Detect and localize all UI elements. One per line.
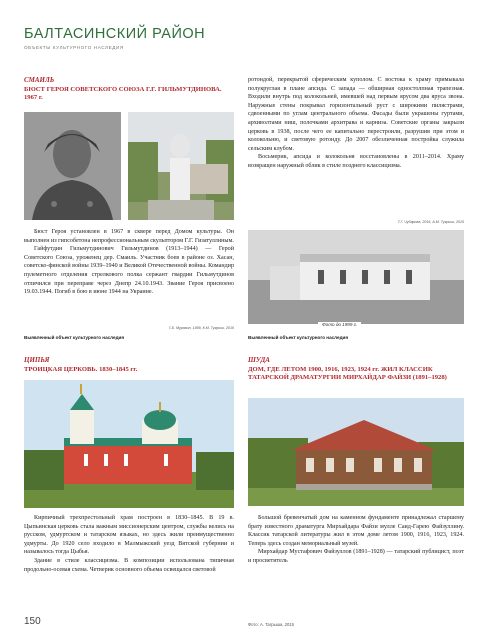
heading-bust: БЮСТ ГЕРОЯ СОВЕТСКОГО СОЮЗА Г.Г. ГИЛЬМУТДИНОВА. 1967 г. [24,86,222,101]
church-continued-text [248,76,464,171]
district-subtitle: ОБЪЕКТЫ КУЛЬТУРНОГО НАСЛЕДИЯ [24,45,124,50]
page-number: 150 [24,616,41,627]
place-tsypya: ЦИПЬЯ [24,356,50,364]
old-church-photo [248,230,464,324]
photo-credit: Т.Г. Чубарова, 2016, А.М. Тугрыш, 2015 [397,220,464,224]
place-smail: СМАИЛЬ [24,76,55,84]
paragraph: Восьмерик, апсида и колокольня восстановлены в 2011–2014. Храму возвращен наружный облик в стиле позднего классицизма. [248,154,464,169]
status-label: Выявленный объект культурного наследия [248,335,349,340]
paragraph: Здание в стиле классицизма. В композиции использована типичная продольно-осевая схема. Четверик основного объема освещался световой [24,557,234,573]
house-text [248,514,464,566]
faizi-house-photo [248,398,464,506]
photo-caption: Фото до 1999 г. [318,322,361,327]
paragraph: Кирпичный трехпрестольный храм построен в 1830–1845. В 19 в. Цыпьинская церковь стала важным миссионерским центром, службы велись на русском, удмуртском и татарском языках, но здесь жили преимущественно удмурты. До 1920 село входило в Малмыжский уезд Вятской губернии и называлось тогда Цыбья. [24,515,234,556]
paragraph: Гайфутдин Гильмутдинович Гильмутдинов (1913–1944) — Герой Советского Союза, уроженец дер. Смаиль. Участник боев в районе оз. Хасан, советско-финской войны 1939–1940 и Великой Отечественной войны. Командир пулеметного отделения стрелкового полка сержант гвардии Гильмутдинов отличился при переправе через Днепр 24.10.1943. Звание Героя присвоено 19.03.1944. Погиб в бою в июне 1944 на Украине. [24,246,234,296]
bust-text [24,228,234,297]
footer-photo-credit: Фото: А. Тагрыша, 2015 [248,622,294,627]
heading-house: ДОМ, ГДЕ ЛЕТОМ 1900, 1916, 1923, 1924 гг. ЖИЛ КЛАССИК ТАТАРСКОЙ ДРАМАТУРГИИ МИРХАЙДАР ФАЙЗИ (1891–1928) [248,366,447,381]
paragraph: Мирхайдар Мустафович Файзуллов (1891–1928) — татарский публицист, поэт и просветитель [248,549,464,564]
monument-photo [128,112,234,220]
heading-church: ТРОИЦКАЯ ЦЕРКОВЬ. 1830–1845 гг. [24,366,138,373]
district-title: БАЛТАСИНСКИЙ РАЙОН [24,26,206,42]
church-text [24,514,234,574]
paragraph: ротондой, перекрытой сферическим куполом. С востока к храму примыкала полукруглая в плане апсида. С запада — обширная одностолпная трапезная. Входили внутрь под колокольней, имевшей над первым ярусом два яруса звона. Наружные стены покрывал горизонтальный руст с широкими пилястрами, сдвоенными по углам центрального объема. Фасады были украшены гуртами, архиволтами ниш, полочками архитрава и карниза. Советские органы закрыли церковь в 1938, после чего ее капитально перестроили, разрушив при этом и колокольню, и световую ротонду. До 2007 обезличенная постройка служила сельским клубом. [248,77,464,152]
photo-credit: Г.Б. Муравин, 1999, К.М. Тугрыш, 2016 [169,326,234,330]
status-label: Выявленный объект культурного наследия [24,335,125,340]
portrait-photo [24,112,121,220]
trinity-church-photo [24,380,234,508]
paragraph: Бюст Героя установлен в 1967 в сквере перед Домом культуры. Он выполнен из гипсобетона непрофессиональным скульптором Г.Г. Гизатуллиным. [24,229,234,244]
place-shuda: ШУДА [248,356,270,364]
paragraph: Большой бревенчатый дом на каменном фундаменте принадлежал старшему брату известного драматурга Мирхайдара Файзи мулле Саид-Гарею Файзуллину. Классик татарской литературы жил в этом доме летом 1900, 1916, 1923, 1924. Теперь здесь создан мемориальный музей. [248,515,464,547]
